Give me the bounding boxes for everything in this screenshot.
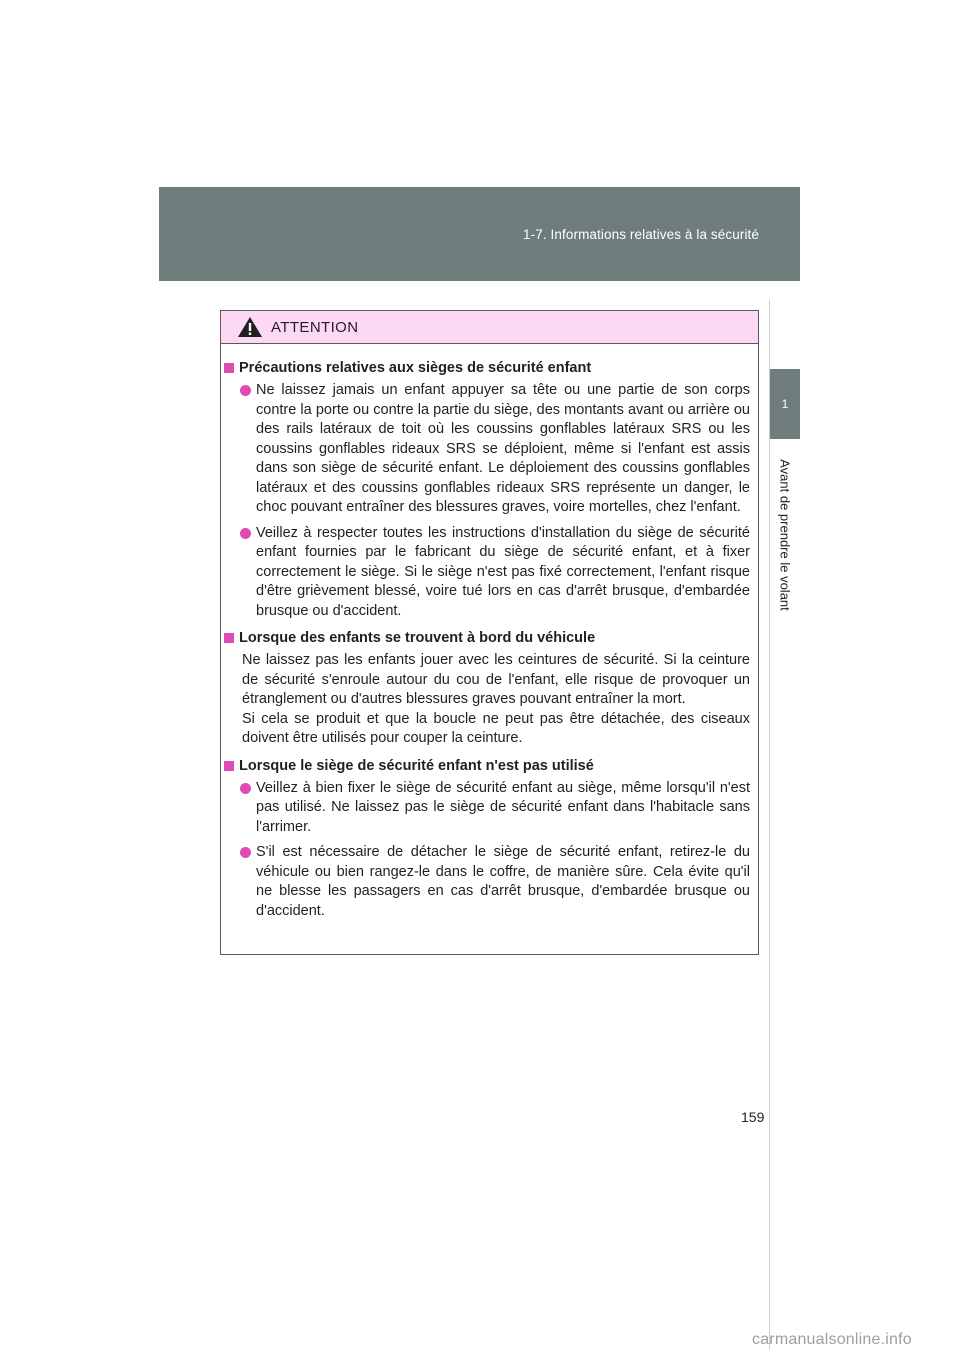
warning-box: [220, 310, 759, 955]
section-heading: [224, 358, 750, 378]
section-heading-text: Lorsque des enfants se trouvent à bord du véhicule: [239, 630, 596, 646]
list-item-text: Veillez à respecter toutes les instructions d'installation du siège de sécurité enfant fournies par le fabricant du siège de sécurité enfant, et à fixer correctement le siège. Si le siège n'est pas fixé correctement, l'enfant risque d'être grièvement blessé, voire tué lors en cas d'arrêt brusque, d'embardée brusque ou d'accident.: [256, 524, 750, 619]
circle-bullet-icon: [240, 783, 251, 794]
section-heading: [224, 628, 750, 648]
section-heading: [224, 756, 750, 776]
chapter-tab: [770, 369, 800, 439]
list-item: [224, 524, 750, 622]
section-heading-text: Lorsque le siège de sécurité enfant n'est pas utilisé: [239, 757, 594, 774]
square-bullet-icon: [224, 761, 234, 771]
section-heading-text: Précautions relatives aux sièges de sécurité enfant: [239, 360, 592, 376]
side-divider: [769, 300, 770, 1350]
list-item: [224, 843, 750, 921]
watermark: carmanualsonline.info: [752, 1331, 912, 1348]
warning-body: [221, 344, 758, 921]
warning-triangle-icon: [237, 316, 263, 338]
warning-header: [221, 311, 758, 344]
chapter-label: Avant de prendre le volant: [777, 459, 793, 611]
list-item-text: Ne laissez jamais un enfant appuyer sa tête ou une partie de son corps contre la porte ou contre la partie du siège, des montants avant ou arrière ou des rails latéraux de toit où les coussins gonflables latéraux SRS ou les coussins gonflables rideaux SRS se déploient, même si l'enfant est assis dans son siège de sécurité enfant. Le déploiement des coussins gonflables latéraux et des coussins gonflables rideaux SRS représente un danger, le choc pouvant entraîner des blessures graves, voire mortelles, chez l'enfant.: [256, 382, 750, 515]
paragraph: [242, 651, 750, 749]
chapter-number: 1: [781, 397, 789, 411]
circle-bullet-icon: [240, 385, 251, 396]
circle-bullet-icon: [240, 847, 251, 858]
section-title: 1-7. Informations relatives à la sécurité: [523, 227, 759, 242]
list-item-text: S'il est nécessaire de détacher le siège de sécurité enfant, retirez-le du véhicule ou bien rangez-le dans le coffre, de manière sûre. Cela évite qu'il ne blesse les passagers en cas d'arrêt brusque, d'embardée brusque ou d'accident.: [256, 844, 750, 919]
header-band: [159, 187, 800, 281]
paragraph-line: Si cela se produit et que la boucle ne peut pas être détachée, des ciseaux doivent être utilisés pour couper la ceinture.: [242, 710, 750, 746]
warning-label: ATTENTION: [271, 318, 359, 336]
list-item: [224, 779, 750, 838]
square-bullet-icon: [224, 633, 234, 643]
page-number: 159: [741, 1109, 765, 1125]
square-bullet-icon: [224, 363, 234, 373]
list-item-text: Veillez à bien fixer le siège de sécurité enfant au siège, même lorsqu'il n'est pas utilisé. Ne laissez pas le siège de sécurité enfant dans l'habitacle sans l'arrimer.: [256, 779, 750, 835]
list-item: [224, 381, 750, 518]
paragraph-line: Ne laissez pas les enfants jouer avec les ceintures de sécurité. Si la ceinture de sécurité s'enroule autour du cou de l'enfant, elle risque de provoquer un étranglement ou d'autres blessures graves pouvant entraîner la mort.: [242, 652, 750, 707]
circle-bullet-icon: [240, 528, 251, 539]
